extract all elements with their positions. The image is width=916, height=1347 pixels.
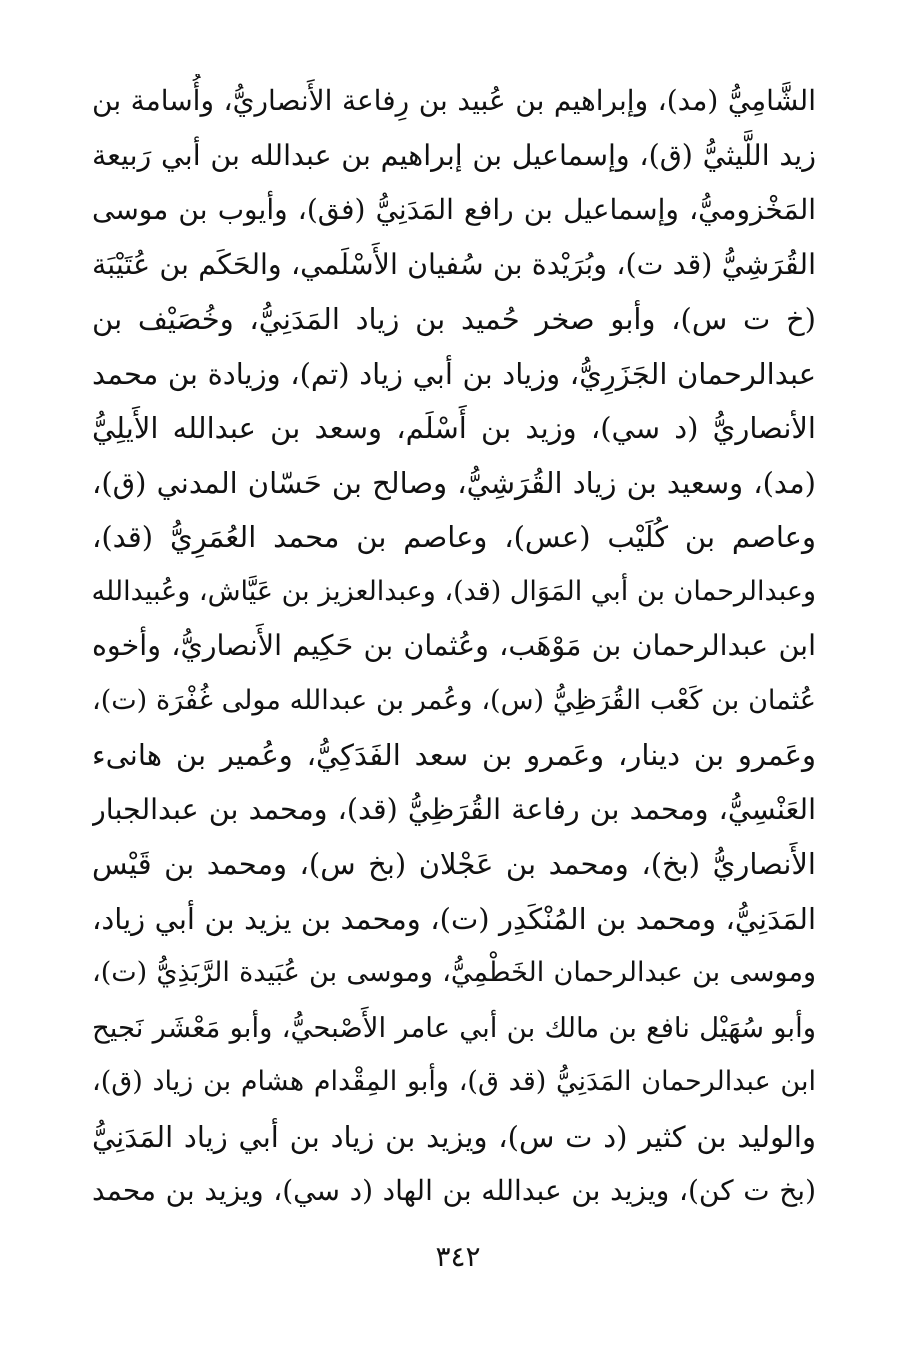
text-line: عبدالرحمان الجَزَرِيُّ، وزياد بن أبي زياد (تم)، وزيادة بن محمد [92, 356, 816, 391]
text-line: المَخْزوميُّ، وإسماعيل بن رافع المَدَنِيُّ (فق)، وأيوب بن موسى [92, 193, 816, 226]
text-line: (بخ ت كن)، ويزيد بن عبدالله بن الهاد (د سي)، ويزيد بن محمد [92, 1174, 816, 1207]
text-line: وعبدالرحمان بن أبي المَوَال (قد)، وعبدالعزيز بن عَيَّاش، وعُبيدالله [92, 575, 816, 607]
text-line: المَدَنِيُّ، ومحمد بن المُنْكَدِر (ت)، ومحمد بن يزيد بن أبي زياد، [92, 901, 816, 936]
text-line: العَنْسِيُّ، ومحمد بن رفاعة القُرَظِيُّ (قد)، ومحمد بن عبدالجبار [92, 792, 816, 826]
text-line: الشَّامِيُّ (مد)، وإبراهيم بن عُبيد بن رِفاعة الأَنصاريُّ، وأُسامة بن [92, 84, 816, 117]
text-line: زيد اللَّيثيُّ (ق)، وإسماعيل بن إبراهيم بن عبدالله بن أبي رَبيعة [92, 138, 816, 172]
text-line: وعاصم بن كُلَيْب (عس)، وعاصم بن محمد العُمَرِيُّ (قد)، [92, 520, 816, 554]
text-line: وموسى بن عبدالرحمان الخَطْمِيُّ، وموسى بن عُبَيدة الرَّبَذِيُّ (ت)، [92, 957, 816, 988]
text-line: وأبو سُهَيْل نافع بن مالك بن أبي عامر الأَصْبحيُّ، وأبو مَعْشَر نَجيح [92, 1011, 816, 1044]
text-line: ابن عبدالرحمان بن مَوْهَب، وعُثمان بن حَكِيم الأَنصاريُّ، وأخوه [92, 629, 816, 662]
page-number: ٣٤٢ [435, 1240, 481, 1273]
text-line: والوليد بن كثير (د ت س)، ويزيد بن زياد بن أبي زياد المَدَنِيُّ [92, 1119, 816, 1154]
text-line: ابن عبدالرحمان المَدَنِيُّ (قد ق)، وأبو المِقْدام هشام بن زياد (ق)، [92, 1066, 816, 1097]
body-text [92, 74, 816, 1219]
text-line: الأَنصاريُّ (بخ)، ومحمد بن عَجْلان (بخ س)، ومحمد بن قَيْس [92, 847, 816, 881]
text-line: (خ ت س)، وأبو صخر حُميد بن زياد المَدَنِيُّ، وخُصَيْف بن [92, 302, 816, 336]
text-line: الأنصاريُّ (د سي)، وزيد بن أَسْلَم، وسعد بن عبدالله الأَيلِيُّ [92, 411, 816, 445]
text-line: عُثمان بن كَعْب القُرَظِيُّ (س)، وعُمر بن عبدالله مولى غُفْرَة (ت)، [92, 684, 816, 716]
text-line: القُرَشِيُّ (قد ت)، وبُرَيْدة بن سُفيان الأَسْلَمي، والحَكَم بن عُتَيْبَة [92, 247, 816, 281]
text-line: (مد)، وسعيد بن زياد القُرَشِيُّ، وصالح بن حَسّان المدني (ق)، [92, 465, 816, 500]
text-line: وعَمرو بن دينار، وعَمرو بن سعد الفَدَكِيُّ، وعُمير بن هانىء [92, 738, 816, 772]
